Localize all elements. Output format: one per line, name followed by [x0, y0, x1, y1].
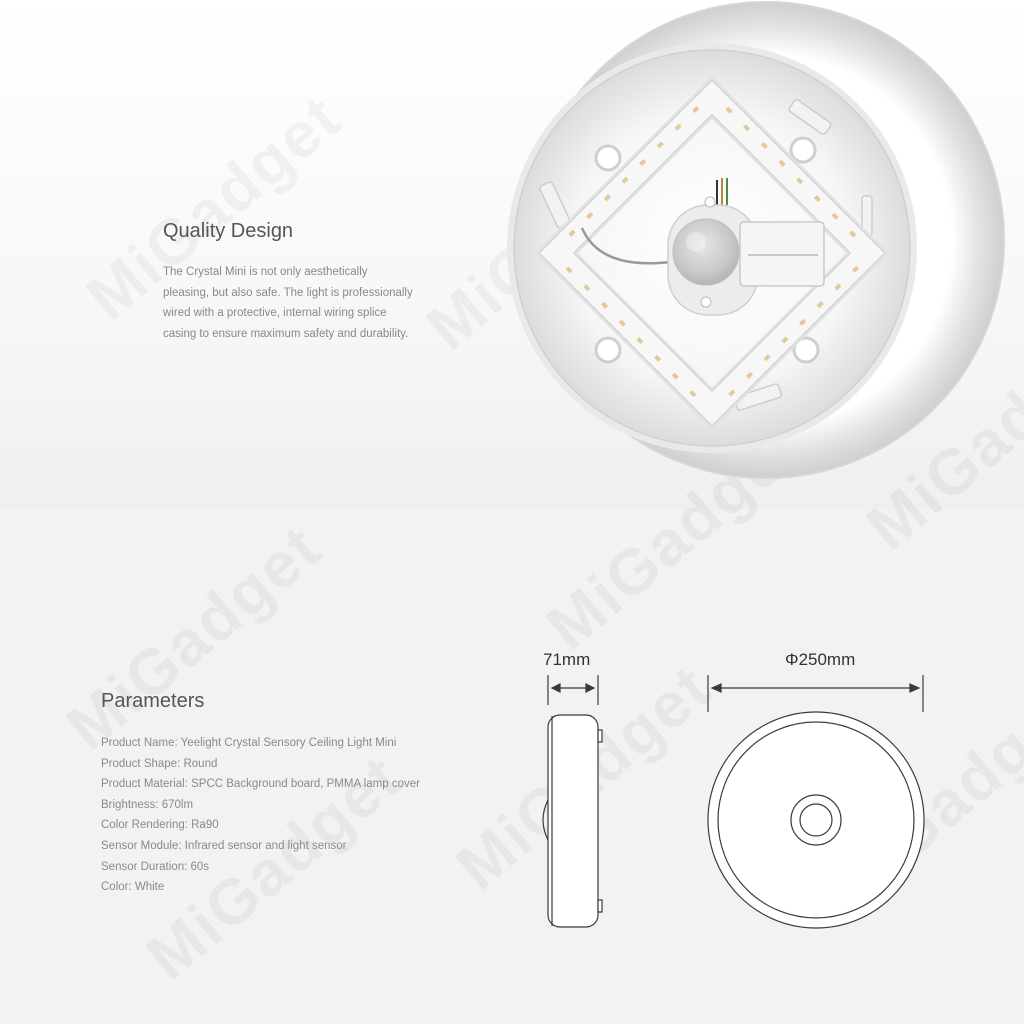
- param-product-name: Product Name: Yeelight Crystal Sensory Ceiling Light Mini: [101, 737, 397, 749]
- parameters-list: [101, 733, 420, 898]
- param-color: Color: White: [101, 881, 165, 894]
- side-view-drawing: [543, 675, 602, 927]
- diameter-dimension-label: Φ250mm: [785, 650, 856, 669]
- depth-dimension-label: 71mm: [543, 650, 591, 669]
- param-sensor-module: Sensor Module: Infrared sensor and light sensor: [101, 839, 347, 852]
- front-view-drawing: [708, 675, 924, 928]
- param-brightness: Brightness: 670lm: [101, 798, 194, 811]
- param-sensor-duration: Sensor Duration: 60s: [101, 860, 210, 873]
- quality-design-description: The Crystal Mini is not only aesthetically pleasing, but also safe. The light is professionally wired with a protective, internal wiring splice casing to ensure maximum safety and durability.: [163, 266, 413, 340]
- param-product-material: Product Material: SPCC Background board, PMMA lamp cover: [101, 778, 420, 791]
- param-product-shape: Product Shape: Round: [101, 757, 218, 770]
- param-color-rendering: Color Rendering: Ra90: [101, 819, 219, 832]
- quality-design-title: Quality Design: [163, 220, 294, 242]
- lamp-photo: [507, 2, 1004, 478]
- parameters-title: Parameters: [101, 690, 205, 712]
